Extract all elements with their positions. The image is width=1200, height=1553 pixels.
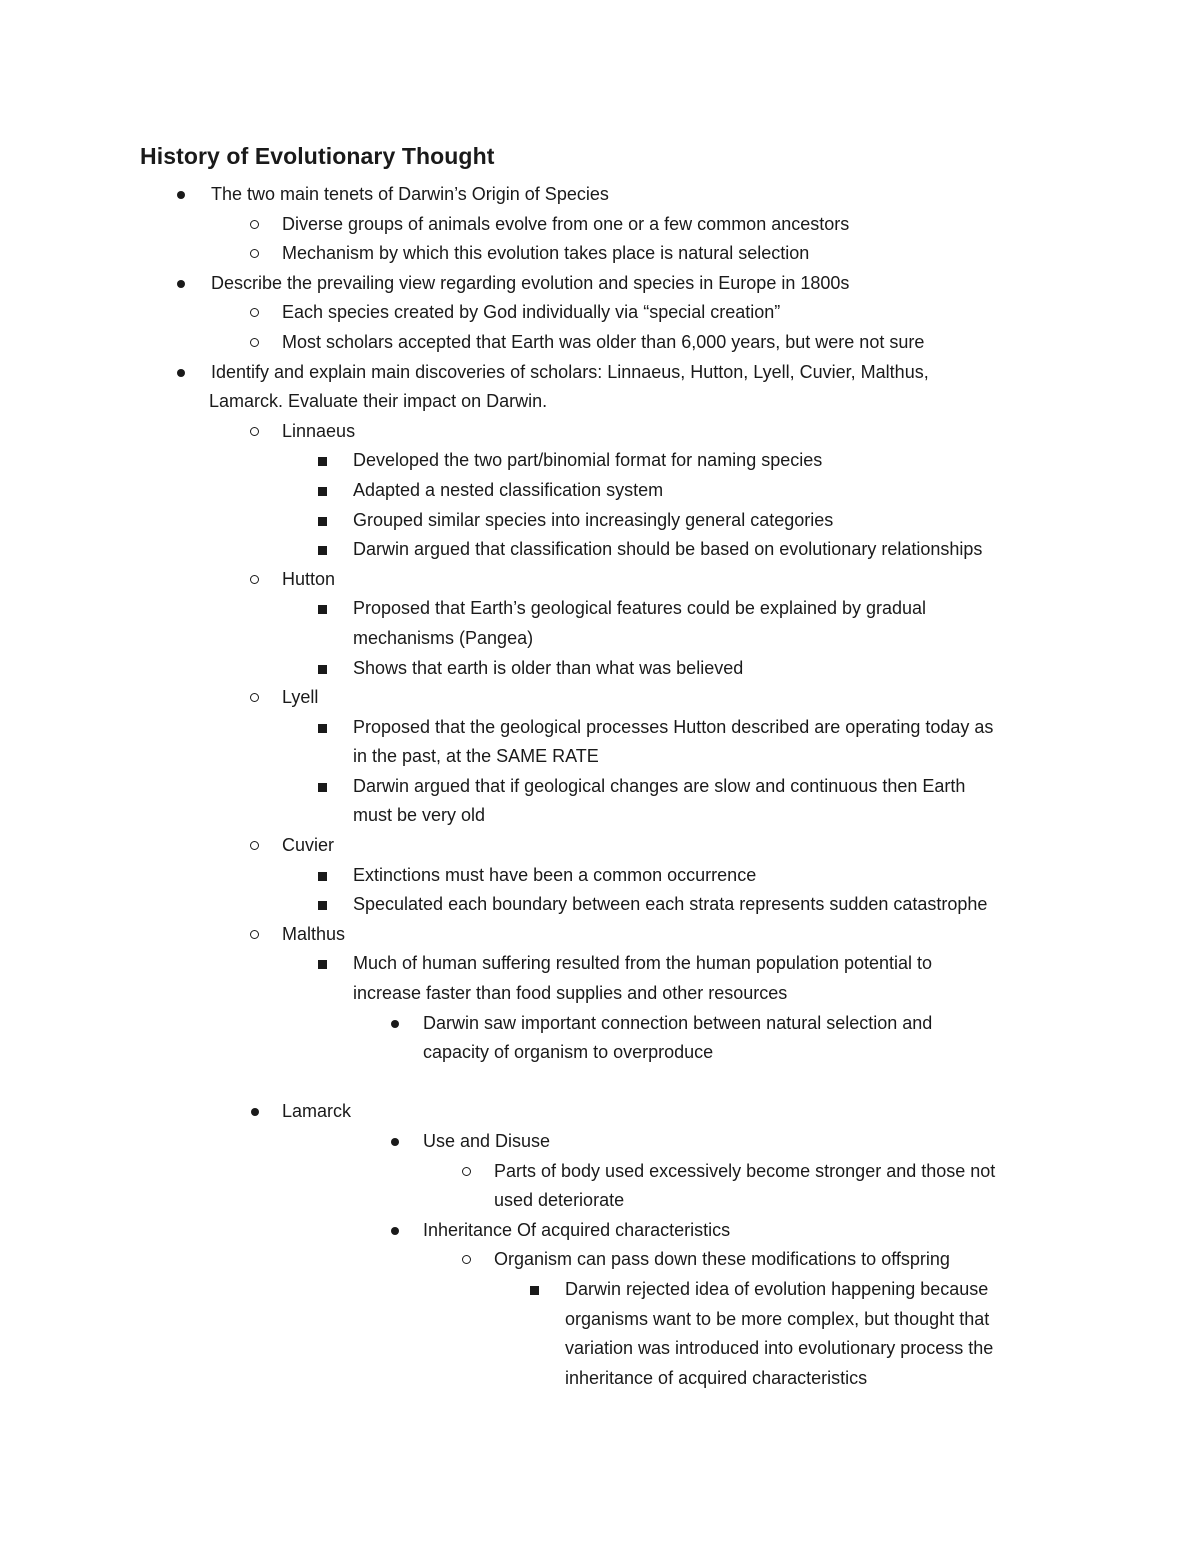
outline-list xyxy=(0,180,1200,1393)
list-item-text: The two main tenets of Darwin’s Origin of Species xyxy=(211,184,609,204)
bullet-square-icon xyxy=(318,517,327,526)
bullet-circle-icon xyxy=(250,693,259,702)
scholar-name: Malthus xyxy=(282,923,346,944)
bullet-disc-icon xyxy=(391,1227,399,1235)
list-item-text: used deteriorate xyxy=(494,1190,625,1211)
list-item-text: Much of human suffering resulted from the human population potential to xyxy=(353,953,933,974)
bullet-square-icon xyxy=(318,605,327,614)
bullet-circle-icon xyxy=(250,930,259,939)
list-item xyxy=(0,772,1200,802)
bullet-square-icon xyxy=(318,546,327,555)
list-item-continuation xyxy=(0,1186,1200,1216)
list-item-text: Grouped similar species into increasingly general categories xyxy=(353,509,834,530)
list-item xyxy=(0,565,1200,595)
list-item xyxy=(0,298,1200,328)
list-item xyxy=(0,506,1200,536)
bullet-disc-icon xyxy=(177,191,185,199)
list-item-text: Each species created by God individually via “special creation” xyxy=(282,302,781,323)
list-item-text: Developed the two part/binomial format for naming species xyxy=(353,450,823,471)
list-item-text: increase faster than food supplies and other resources xyxy=(353,983,788,1004)
list-item xyxy=(0,210,1200,240)
list-item xyxy=(0,920,1200,950)
blank-line xyxy=(0,1068,1200,1098)
bullet-disc-icon xyxy=(251,1108,259,1116)
list-item-text: Darwin saw important connection between natural selection and xyxy=(423,1012,933,1033)
scholar-name: Linnaeus xyxy=(282,420,356,441)
bullet-disc-icon xyxy=(177,369,185,377)
list-item xyxy=(0,180,1200,210)
bullet-square-icon xyxy=(318,457,327,466)
list-item xyxy=(0,949,1200,979)
list-item xyxy=(0,1157,1200,1187)
list-item xyxy=(0,239,1200,269)
list-item-text: Identify and explain main discoveries of scholars: Linnaeus, Hutton, Lyell, Cuvier, Malthus, xyxy=(211,361,929,382)
list-item-text: Diverse groups of animals evolve from one or a few common ancestors xyxy=(282,213,850,234)
list-item xyxy=(0,1275,1200,1305)
list-item xyxy=(0,1009,1200,1039)
list-item xyxy=(0,269,1200,299)
list-item xyxy=(0,890,1200,920)
bullet-circle-icon xyxy=(250,308,259,317)
list-item-text: Describe the prevailing view regarding evolution and species in Europe in 1800s xyxy=(211,272,850,293)
bullet-disc-icon xyxy=(177,280,185,288)
list-item-text: must be very old xyxy=(353,805,486,826)
list-item-text: Extinctions must have been a common occurrence xyxy=(353,864,757,885)
bullet-circle-icon xyxy=(250,427,259,436)
list-item-text: mechanisms (Pangea) xyxy=(353,627,534,648)
list-item xyxy=(0,1127,1200,1157)
bullet-square-icon xyxy=(318,872,327,881)
list-item-continuation xyxy=(0,1334,1200,1364)
list-item xyxy=(0,358,1200,388)
list-item-text: Organism can pass down these modifications to offspring xyxy=(494,1249,950,1270)
list-item-text: capacity of organism to overproduce xyxy=(423,1042,714,1063)
bullet-square-icon xyxy=(318,960,327,969)
bullet-square-icon xyxy=(318,783,327,792)
list-item-text: Inheritance Of acquired characteristics xyxy=(423,1219,731,1240)
list-item-text: inheritance of acquired characteristics xyxy=(565,1367,868,1388)
bullet-square-icon xyxy=(530,1286,539,1295)
bullet-circle-icon xyxy=(462,1167,471,1176)
bullet-disc-icon xyxy=(391,1138,399,1146)
list-item xyxy=(0,831,1200,861)
bullet-square-icon xyxy=(318,665,327,674)
list-item xyxy=(0,654,1200,684)
list-item-text: variation was introduced into evolutionary process the xyxy=(565,1338,994,1359)
list-item-text: in the past, at the SAME RATE xyxy=(353,746,599,767)
list-item-text: Shows that earth is older than what was believed xyxy=(353,657,744,678)
bullet-disc-icon xyxy=(391,1020,399,1028)
list-item-text: Most scholars accepted that Earth was older than 6,000 years, but were not sure xyxy=(282,331,925,352)
list-item-text: Proposed that Earth’s geological features could be explained by gradual xyxy=(353,598,927,619)
scholar-name: Cuvier xyxy=(282,835,335,856)
list-item xyxy=(0,446,1200,476)
list-item-text: Darwin rejected idea of evolution happening because xyxy=(565,1278,989,1299)
list-item xyxy=(0,1097,1200,1127)
list-item xyxy=(0,594,1200,624)
list-item-continuation xyxy=(0,1038,1200,1068)
list-item xyxy=(0,1245,1200,1275)
scholar-name: Lamarck xyxy=(282,1101,352,1122)
list-item xyxy=(0,535,1200,565)
list-item-text: Adapted a nested classification system xyxy=(353,479,664,500)
list-item-continuation xyxy=(0,624,1200,654)
bullet-circle-icon xyxy=(250,220,259,229)
list-item-continuation xyxy=(0,742,1200,772)
list-item-text: Mechanism by which this evolution takes place is natural selection xyxy=(282,243,810,264)
page-title: History of Evolutionary Thought xyxy=(140,143,495,169)
list-item xyxy=(0,713,1200,743)
list-item-text: Lamarck. Evaluate their impact on Darwin. xyxy=(209,391,548,412)
bullet-circle-icon xyxy=(250,575,259,584)
bullet-square-icon xyxy=(318,901,327,910)
bullet-circle-icon xyxy=(250,338,259,347)
list-item-continuation xyxy=(0,1305,1200,1335)
bullet-square-icon xyxy=(318,487,327,496)
scholar-name: Lyell xyxy=(282,687,319,708)
list-item-text: Speculated each boundary between each strata represents sudden catastrophe xyxy=(353,894,988,915)
list-item xyxy=(0,476,1200,506)
scholar-name: Hutton xyxy=(282,568,336,589)
list-item xyxy=(0,683,1200,713)
list-item-continuation xyxy=(0,387,1200,417)
list-item-text: Darwin argued that if geological changes are slow and continuous then Earth xyxy=(353,775,966,796)
list-item-text: Proposed that the geological processes Hutton described are operating today as xyxy=(353,716,994,737)
list-item xyxy=(0,1216,1200,1246)
list-item-text: Darwin argued that classification should be based on evolutionary relationships xyxy=(353,539,983,560)
list-item-text: Parts of body used excessively become stronger and those not xyxy=(494,1160,996,1181)
list-item xyxy=(0,861,1200,891)
list-item-text: organisms want to be more complex, but thought that xyxy=(565,1308,990,1329)
list-item-text: Use and Disuse xyxy=(423,1131,551,1151)
list-item xyxy=(0,328,1200,358)
bullet-square-icon xyxy=(318,724,327,733)
list-item-continuation xyxy=(0,1364,1200,1394)
list-item-continuation xyxy=(0,801,1200,831)
bullet-circle-icon xyxy=(250,841,259,850)
list-item-continuation xyxy=(0,979,1200,1009)
list-item xyxy=(0,417,1200,447)
bullet-circle-icon xyxy=(250,249,259,258)
bullet-circle-icon xyxy=(462,1255,471,1264)
